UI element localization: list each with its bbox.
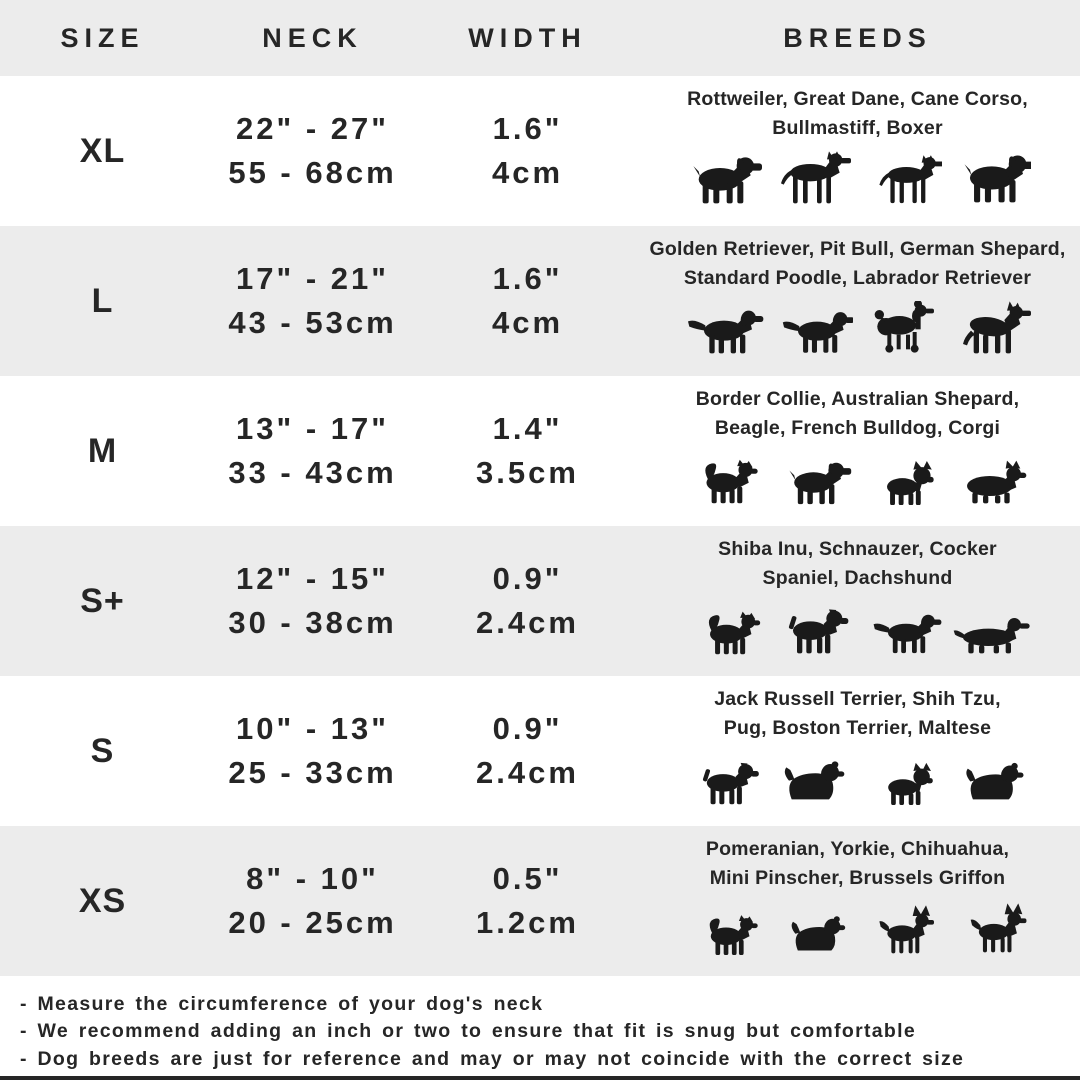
size-label: L [91, 281, 114, 320]
dog-silhouettes [684, 147, 1031, 205]
yorkie-icon [773, 901, 853, 955]
width-cm: 4cm [491, 155, 564, 190]
standard-poodle-icon [862, 301, 942, 355]
width-cell [420, 76, 635, 226]
neck-cm: 43 - 53cm [228, 305, 397, 340]
dog-silhouettes [684, 747, 1031, 805]
neck-cell [205, 376, 420, 526]
breeds-text: Border Collie, Australian Shepard, [695, 388, 1020, 410]
neck-inches: 12" - 15" [236, 560, 389, 596]
table-header-row [0, 0, 1080, 76]
cocker-spaniel-icon [862, 601, 942, 655]
breeds-text: Shiba Inu, Schnauzer, Cocker [718, 538, 997, 560]
neck-cm: 20 - 25cm [228, 905, 397, 940]
rottweiler-icon [684, 151, 764, 205]
neck-inches: 17" - 21" [236, 260, 389, 296]
size-label: M [87, 431, 118, 470]
neck-cell [205, 826, 420, 976]
neck-cell [205, 676, 420, 826]
width-cell [420, 226, 635, 376]
width-cm: 3.5cm [476, 455, 579, 490]
dog-silhouettes [684, 297, 1031, 355]
neck-cm: 33 - 43cm [228, 455, 397, 490]
cane-corso-icon [862, 151, 942, 205]
breeds-text: Beagle, French Bulldog, Corgi [714, 417, 1001, 440]
breeds-cell [635, 676, 1080, 826]
width-cm: 2.4cm [476, 755, 579, 790]
breeds-cell [635, 826, 1080, 976]
schnauzer-icon [773, 601, 853, 655]
header-neck: NECK [262, 22, 363, 53]
width-inches: 0.9" [492, 560, 563, 596]
footer-notes [0, 976, 1080, 1073]
dachshund-icon [951, 601, 1031, 655]
width-inches: 1.6" [492, 260, 563, 296]
breeds-cell [635, 376, 1080, 526]
size-label: S [90, 731, 115, 770]
header-breeds: BREEDS [783, 22, 932, 53]
neck-cell [205, 226, 420, 376]
breeds-text: Spaniel, Dachshund [762, 567, 953, 590]
bullmastiff-icon [951, 151, 1031, 205]
breeds-cell [635, 226, 1080, 376]
note-reference: - Dog breeds are just for reference and may or may not coincide with the correct size [20, 1047, 965, 1070]
table-row-m [0, 376, 1080, 526]
chihuahua-icon [862, 901, 942, 955]
french-bulldog-icon [862, 451, 942, 505]
breeds-cell [635, 526, 1080, 676]
neck-cm: 25 - 33cm [228, 755, 397, 790]
size-label: XL [79, 131, 126, 170]
table-row-l [0, 226, 1080, 376]
mini-pinscher-icon [951, 901, 1031, 955]
beagle-icon [773, 451, 853, 505]
width-cell [420, 826, 635, 976]
breeds-text: Rottweiler, Great Dane, Cane Corso, [687, 88, 1028, 110]
dog-silhouettes [684, 897, 1031, 955]
table-row-xl [0, 76, 1080, 226]
neck-cell [205, 526, 420, 676]
pomeranian-icon [684, 901, 764, 955]
golden-retriever-icon [684, 301, 764, 355]
neck-inches: 8" - 10" [246, 860, 379, 896]
pug-icon [862, 751, 942, 805]
note-recommend: - We recommend adding an inch or two to ensure that fit is snug but comfortable [20, 1020, 916, 1043]
width-cm: 4cm [491, 305, 564, 340]
width-cm: 2.4cm [476, 605, 579, 640]
width-inches: 1.6" [492, 110, 563, 146]
german-shepard-icon [951, 301, 1031, 355]
width-cm: 1.2cm [476, 905, 579, 940]
shiba-inu-icon [684, 601, 764, 655]
neck-inches: 22" - 27" [236, 110, 389, 146]
breeds-text: Bullmastiff, Boxer [772, 117, 943, 140]
breeds-cell [635, 76, 1080, 226]
neck-inches: 10" - 13" [236, 710, 389, 746]
australian-shepard-icon [684, 451, 764, 505]
width-cell [420, 676, 635, 826]
header-size: SIZE [60, 22, 145, 53]
breeds-text: Pug, Boston Terrier, Maltese [723, 717, 992, 740]
width-inches: 1.4" [492, 410, 563, 446]
corgi-icon [951, 451, 1031, 505]
labrador-icon [773, 301, 853, 355]
neck-cell [205, 76, 420, 226]
width-inches: 0.9" [492, 710, 563, 746]
breeds-text: Pomeranian, Yorkie, Chihuahua, [705, 838, 1010, 860]
maltese-icon [951, 751, 1031, 805]
size-label: XS [78, 881, 127, 920]
shih-tzu-icon [773, 751, 853, 805]
great-dane-icon [773, 151, 853, 205]
bottom-border-bar [0, 1076, 1080, 1080]
width-inches: 0.5" [492, 860, 563, 896]
table-row-xs [0, 826, 1080, 976]
jack-russell-icon [684, 751, 764, 805]
neck-cm: 30 - 38cm [228, 605, 397, 640]
dog-silhouettes [684, 597, 1031, 655]
breeds-text: Standard Poodle, Labrador Retriever [683, 267, 1032, 290]
width-cell [420, 526, 635, 676]
width-cell [420, 376, 635, 526]
breeds-text: Golden Retriever, Pit Bull, German Shepard, [649, 238, 1066, 260]
size-label: S+ [80, 581, 125, 620]
breeds-text: Jack Russell Terrier, Shih Tzu, [714, 688, 1001, 710]
breeds-text: Mini Pinscher, Brussels Griffon [709, 867, 1006, 890]
table-row-s-plus [0, 526, 1080, 676]
table-row-s [0, 676, 1080, 826]
neck-inches: 13" - 17" [236, 410, 389, 446]
dog-silhouettes [684, 447, 1031, 505]
note-measure: - Measure the circumference of your dog's neck [20, 993, 544, 1015]
header-width: WIDTH [468, 22, 587, 53]
neck-cm: 55 - 68cm [228, 155, 397, 190]
